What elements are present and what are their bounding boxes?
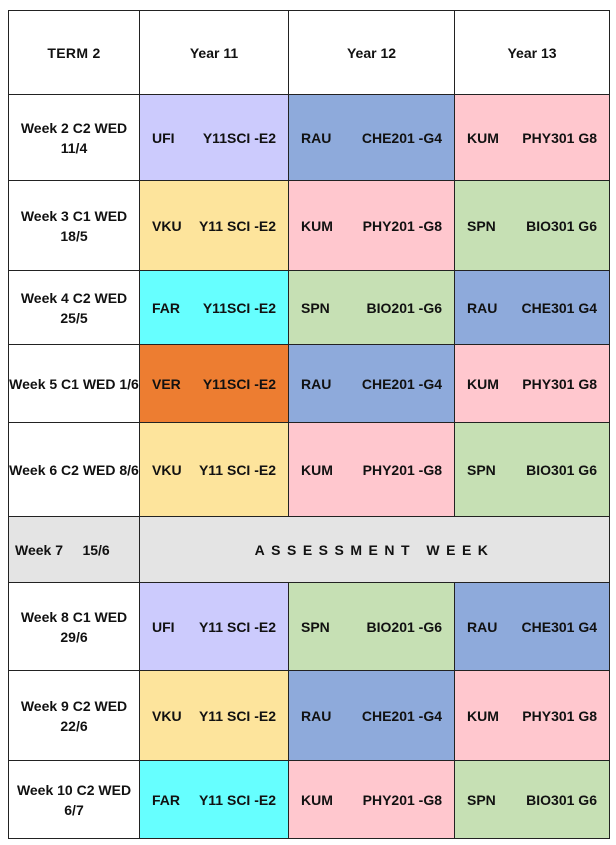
year13-lesson-cell — [455, 423, 610, 517]
class-code: BIO301 G6 — [526, 791, 597, 808]
class-code: CHE201 -G4 — [361, 375, 442, 392]
year12-lesson-cell — [289, 181, 455, 271]
year12-lesson-cell — [289, 271, 455, 345]
year11-lesson-cell — [140, 271, 289, 345]
teacher-code: UFI — [152, 129, 175, 146]
table-row — [9, 583, 610, 671]
teacher-code: VER — [152, 375, 181, 392]
class-code: PHY201 -G8 — [362, 461, 442, 478]
year11-lesson-cell — [140, 671, 289, 761]
assessment-week-banner: ASSESSMENT WEEK — [140, 517, 610, 583]
class-code: BIO201 -G6 — [366, 618, 442, 635]
class-code: BIO201 -G6 — [366, 299, 442, 316]
teacher-code: KUM — [301, 217, 333, 234]
year11-lesson-cell — [140, 345, 289, 423]
week-label: Week 10 C2 WED 6/7 — [9, 761, 140, 839]
year11-header: Year 11 — [140, 11, 289, 95]
teacher-code: RAU — [467, 618, 498, 635]
header-row — [9, 11, 610, 95]
teacher-code: SPN — [467, 791, 496, 808]
week-label: Week 8 C1 WED 29/6 — [9, 583, 140, 671]
year13-lesson-cell — [455, 95, 610, 181]
class-code: Y11 SCI -E2 — [198, 217, 276, 234]
class-code: Y11 SCI -E2 — [198, 461, 276, 478]
year11-lesson-cell — [140, 95, 289, 181]
class-code: BIO301 G6 — [526, 461, 597, 478]
year11-lesson-cell — [140, 181, 289, 271]
year13-lesson-cell — [455, 345, 610, 423]
year12-lesson-cell — [289, 761, 455, 839]
week-label: Week 4 C2 WED 25/5 — [9, 271, 140, 345]
week-label: Week 9 C2 WED 22/6 — [9, 671, 140, 761]
class-code: CHE301 G4 — [521, 618, 597, 635]
teacher-code: RAU — [301, 129, 332, 146]
teacher-code: KUM — [301, 791, 333, 808]
table-row — [9, 345, 610, 423]
year13-lesson-cell — [455, 583, 610, 671]
class-code: PHY201 -G8 — [362, 217, 442, 234]
teacher-code: RAU — [301, 375, 332, 392]
year12-lesson-cell — [289, 345, 455, 423]
teacher-code: KUM — [467, 375, 499, 392]
week-label: Week 3 C1 WED 18/5 — [9, 181, 140, 271]
teacher-code: SPN — [301, 299, 330, 316]
teacher-code: KUM — [301, 461, 333, 478]
class-code: CHE301 G4 — [521, 299, 597, 316]
year12-header: Year 12 — [289, 11, 455, 95]
teacher-code: UFI — [152, 618, 175, 635]
teacher-code: SPN — [467, 217, 496, 234]
table-row — [9, 423, 610, 517]
year13-lesson-cell — [455, 271, 610, 345]
year13-lesson-cell — [455, 671, 610, 761]
teacher-code: RAU — [467, 299, 498, 316]
class-code: Y11 SCI -E2 — [198, 618, 276, 635]
term-title: TERM 2 — [9, 11, 140, 95]
table-row — [9, 761, 610, 839]
year13-lesson-cell — [455, 181, 610, 271]
teacher-code: FAR — [152, 299, 180, 316]
class-code: PHY301 G8 — [522, 129, 597, 146]
year11-lesson-cell — [140, 583, 289, 671]
teacher-code: FAR — [152, 791, 180, 808]
year12-lesson-cell — [289, 671, 455, 761]
class-code: PHY301 G8 — [522, 707, 597, 724]
class-code: Y11SCI -E2 — [202, 129, 276, 146]
year13-lesson-cell — [455, 761, 610, 839]
teacher-code: RAU — [301, 707, 332, 724]
class-code: CHE201 -G4 — [361, 707, 442, 724]
table-row — [9, 271, 610, 345]
class-code: Y11 SCI -E2 — [198, 791, 276, 808]
week-name: Week 7 — [15, 541, 63, 558]
class-code: CHE201 -G4 — [361, 129, 442, 146]
assessment-row — [9, 517, 610, 583]
class-code: PHY201 -G8 — [362, 791, 442, 808]
teacher-code: KUM — [467, 707, 499, 724]
year13-header: Year 13 — [455, 11, 610, 95]
year12-lesson-cell — [289, 583, 455, 671]
teacher-code: KUM — [467, 129, 499, 146]
class-code: BIO301 G6 — [526, 217, 597, 234]
table-row — [9, 95, 610, 181]
year12-lesson-cell — [289, 423, 455, 517]
term-schedule-table — [8, 10, 610, 839]
year12-lesson-cell — [289, 95, 455, 181]
teacher-code: VKU — [152, 461, 182, 478]
year11-lesson-cell — [140, 761, 289, 839]
week-label: Week 6 C2 WED 8/6 — [9, 423, 140, 517]
class-code: Y11SCI -E2 — [202, 375, 276, 392]
class-code: Y11SCI -E2 — [202, 299, 276, 316]
week-label — [9, 517, 140, 583]
teacher-code: SPN — [467, 461, 496, 478]
class-code: Y11 SCI -E2 — [198, 707, 276, 724]
week-label: Week 5 C1 WED 1/6 — [9, 345, 140, 423]
table-row — [9, 671, 610, 761]
year11-lesson-cell — [140, 423, 289, 517]
class-code: PHY301 G8 — [522, 375, 597, 392]
teacher-code: VKU — [152, 707, 182, 724]
week-date: 15/6 — [82, 541, 110, 558]
teacher-code: SPN — [301, 618, 330, 635]
table-row — [9, 181, 610, 271]
teacher-code: VKU — [152, 217, 182, 234]
week-label: Week 2 C2 WED 11/4 — [9, 95, 140, 181]
